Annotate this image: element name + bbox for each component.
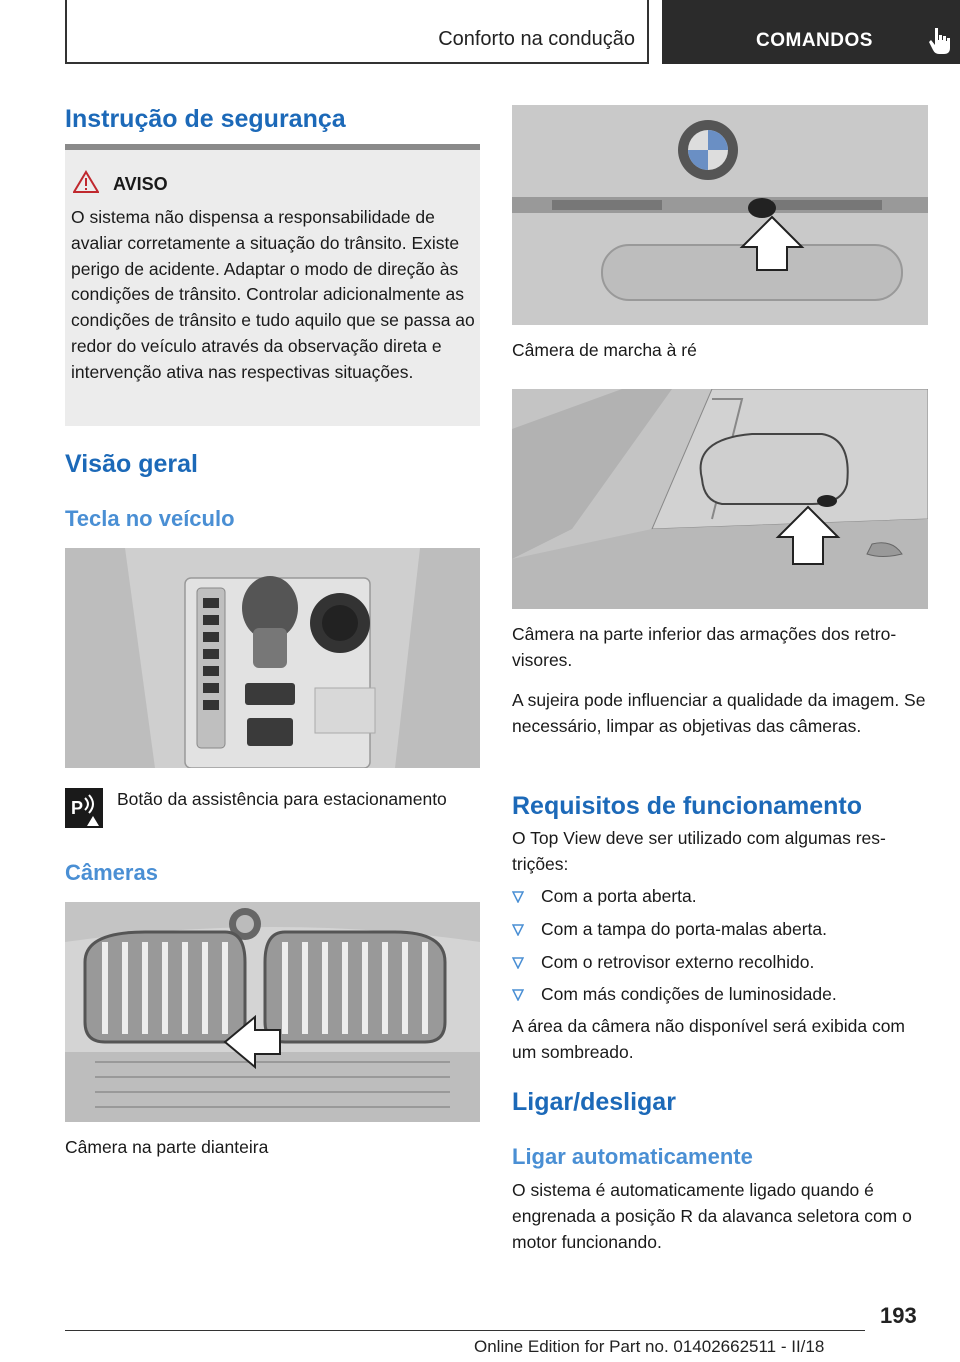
chapter-tab[interactable] — [662, 0, 960, 64]
list-item — [512, 982, 928, 1008]
mirror-camera-image — [512, 389, 928, 609]
button-subheading: Tecla no veículo — [65, 506, 235, 531]
shaded-note: A área da câmera não disponível será exibida com um sombreado. — [512, 1016, 906, 1062]
onoff-heading: Ligar/desligar — [512, 1088, 676, 1116]
list-item — [512, 950, 928, 976]
chapter-tab-label: COMANDOS — [756, 30, 873, 51]
list-item — [512, 884, 928, 910]
list-item-text: Com más condições de luminosidade. — [541, 984, 837, 1005]
front-camera-image — [65, 902, 480, 1122]
header-section-box — [65, 0, 649, 64]
dirt-note: A sujeira pode influenciar a qualidade da imagem. Se necessário, limpar as objetivas das câmeras. — [512, 690, 926, 736]
requirements-list — [512, 884, 928, 1015]
list-item — [512, 917, 928, 943]
button-caption: Botão da assistência para estacionamento — [117, 789, 447, 809]
list-item-text: Com a tampa do porta-malas aberta. — [541, 918, 827, 939]
warning-title: AVISO — [113, 174, 168, 194]
bullet-triangle-icon — [512, 989, 524, 1001]
hand-pointer-icon — [928, 26, 954, 56]
warning-triangle-icon — [73, 170, 99, 194]
park-assist-button-icon — [65, 788, 103, 828]
overview-heading: Visão geral — [65, 450, 198, 478]
page-number: 193 — [880, 1303, 917, 1328]
section-title: Conforto na condução — [438, 28, 635, 50]
bullet-triangle-icon — [512, 924, 524, 936]
edition-text: Online Edition for Part no. 01402662511 - II/18 — [474, 1337, 825, 1356]
mirror-camera-caption: Câmera na parte inferior das armações dos retrovisores. — [512, 624, 897, 670]
cameras-subheading: Câmeras — [65, 860, 158, 885]
center-console-image — [65, 548, 480, 768]
requirements-heading: Requisitos de funcionamento — [512, 792, 863, 820]
front-camera-caption: Câmera na parte dianteira — [65, 1137, 269, 1157]
requirements-intro: O Top View deve ser utilizado com algumas restrições: — [512, 828, 886, 874]
list-item-text: Com a porta aberta. — [541, 886, 697, 906]
auto-text: O sistema é automaticamente ligado quando é engrenada a posição R da alavanca seletora com o motor funcionando. — [512, 1180, 912, 1252]
rear-camera-caption: Câmera de marcha à ré — [512, 340, 697, 360]
safety-heading: Instrução de segurança — [65, 105, 346, 133]
rear-camera-image — [512, 105, 928, 325]
auto-subheading: Ligar automaticamente — [512, 1144, 753, 1169]
footer-rule — [65, 1330, 865, 1331]
list-item-text: Com o retrovisor externo recolhido. — [541, 951, 815, 972]
warning-box — [65, 150, 480, 426]
bullet-triangle-icon — [512, 957, 524, 969]
bullet-triangle-icon — [512, 891, 524, 903]
warning-text: O sistema não dispensa a responsabilidade de avaliar corretamente a situação do trânsito. Existe perigo de acidente. Adaptar o modo de direção às condições de trânsito. Controlar adicionalmente as condições de trânsito e tudo aquilo que se passa ao redor do veículo através da observação direta e intervenção ativa nas respectivas situações. — [71, 207, 475, 382]
svg-text:P: P — [71, 798, 84, 818]
